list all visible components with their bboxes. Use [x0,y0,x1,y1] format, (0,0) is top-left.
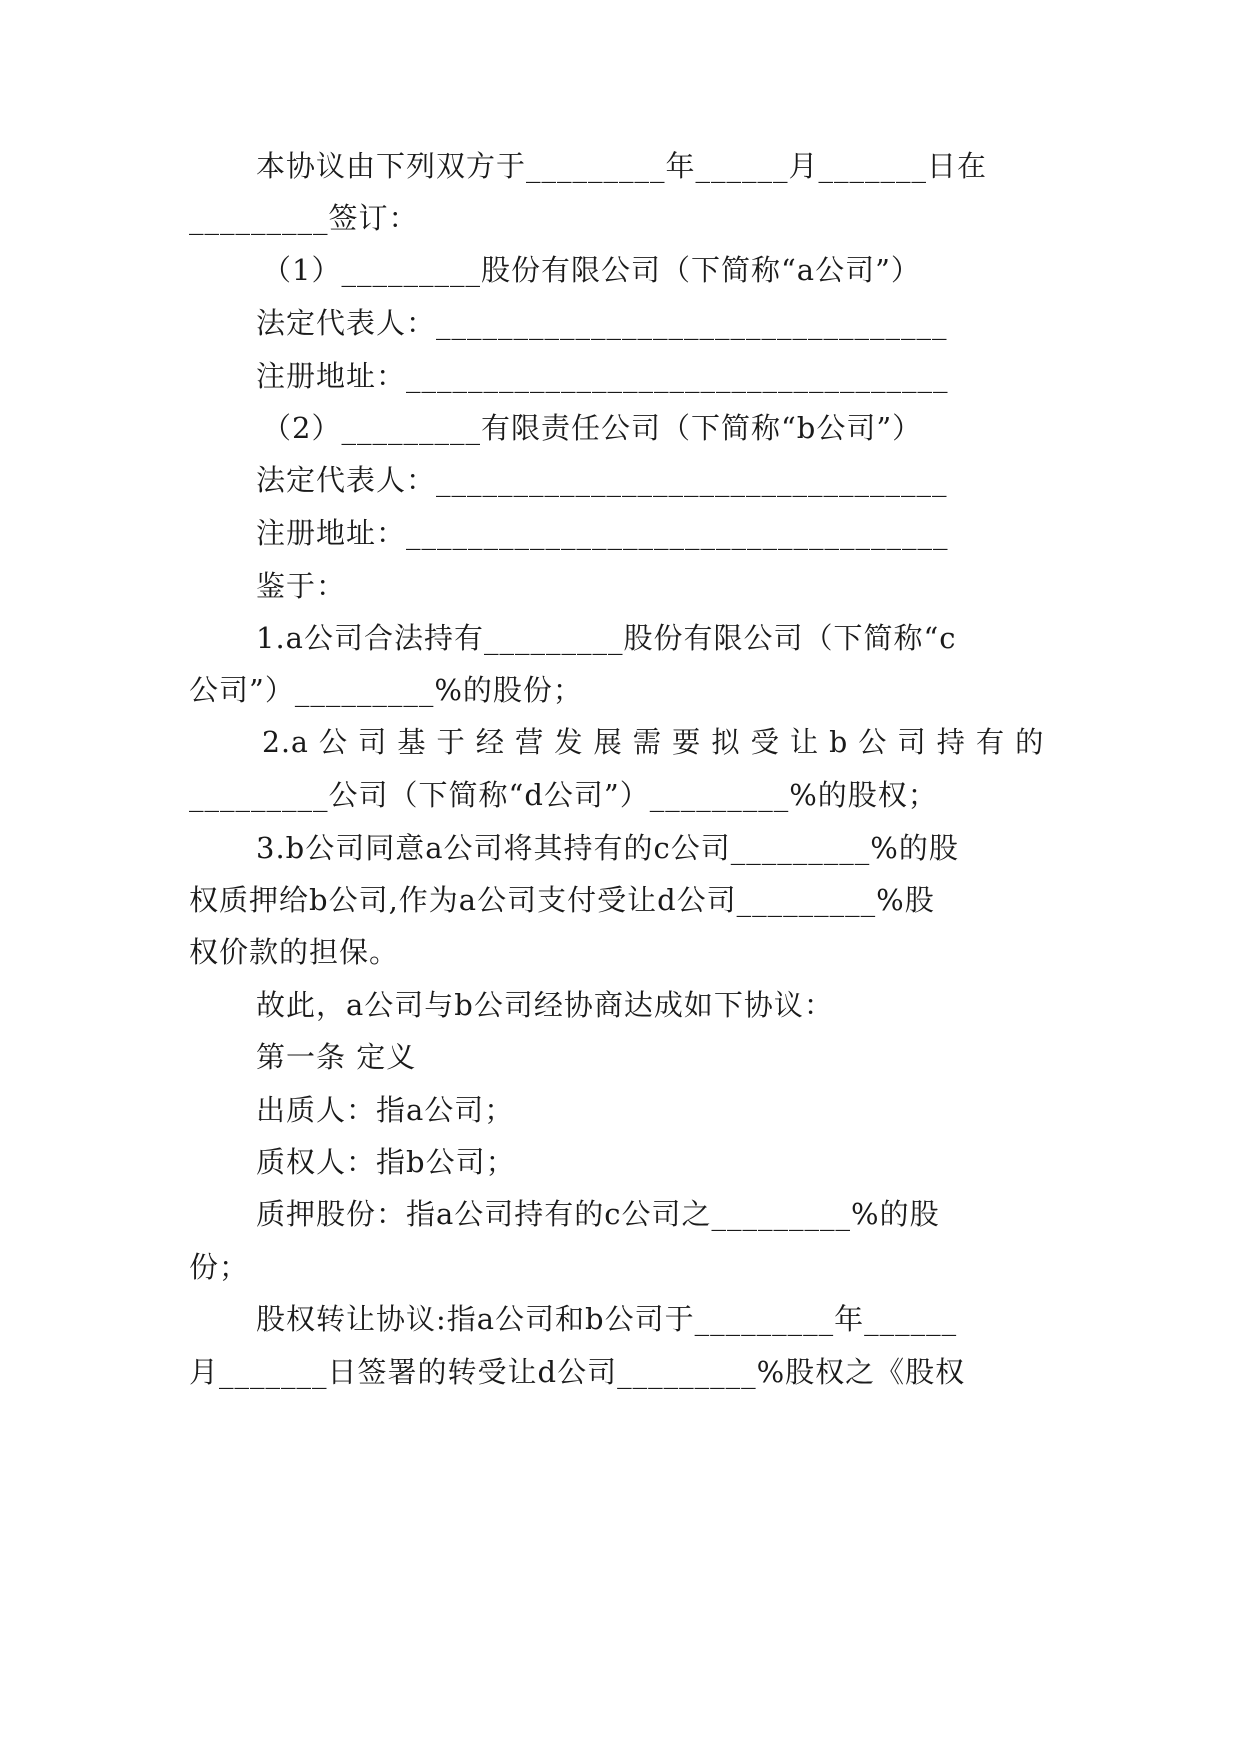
recital-3-line-2: 权质押给b公司,作为a公司支付受让d公司_________%股 [189,883,935,917]
recital-2-line-1: 2.a 公 司 基 于 经 营 发 展 需 要 拟 受 让 b 公 司 持 有 的 [262,725,1045,759]
definition-pledged-shares-line-1: 质押股份：指a公司持有的c公司之_________%的股 [256,1197,940,1231]
agreement-intro-line: 本协议由下列双方于_________年______月_______日在 [256,149,988,183]
definition-transfer-agreement-line-2: 月_______日签署的转受让d公司_________%股权之《股权 [189,1355,966,1389]
party-a-address: 注册地址：___________________________________ [256,359,949,393]
party-a-legal-rep: 法定代表人：_________________________________ [256,306,948,340]
article-1-heading: 第一条 定义 [256,1040,417,1074]
recital-3-line-1: 3.b公司同意a公司将其持有的c公司_________%的股 [256,831,959,865]
party-a-name: （1）_________股份有限公司（下简称“a公司”） [262,253,921,287]
definition-transfer-agreement-line-1: 股权转让协议:指a公司和b公司于_________年______ [256,1302,958,1336]
definition-pledgee: 质权人：指b公司； [256,1145,516,1179]
recital-1-line-1: 1.a公司合法持有_________股份有限公司（下简称“c [256,621,957,655]
recital-2-line-2: _________公司（下简称“d公司”）_________%的股权； [189,778,938,812]
agreement-statement: 故此，a公司与b公司经协商达成如下协议： [256,988,834,1022]
party-b-name: （2）_________有限责任公司（下简称“b公司”） [262,411,923,445]
signing-place-line: _________签订： [189,201,419,235]
whereas-heading: 鉴于： [256,569,347,603]
party-b-address: 注册地址：___________________________________ [256,516,949,550]
party-b-legal-rep: 法定代表人：_________________________________ [256,463,948,497]
recital-3-line-3: 权价款的担保。 [189,935,400,969]
definition-pledged-shares-line-2: 份； [189,1250,250,1284]
definition-pledgor: 出质人：指a公司； [256,1093,515,1127]
recital-1-line-2: 公司”）_________%的股份； [189,673,583,707]
